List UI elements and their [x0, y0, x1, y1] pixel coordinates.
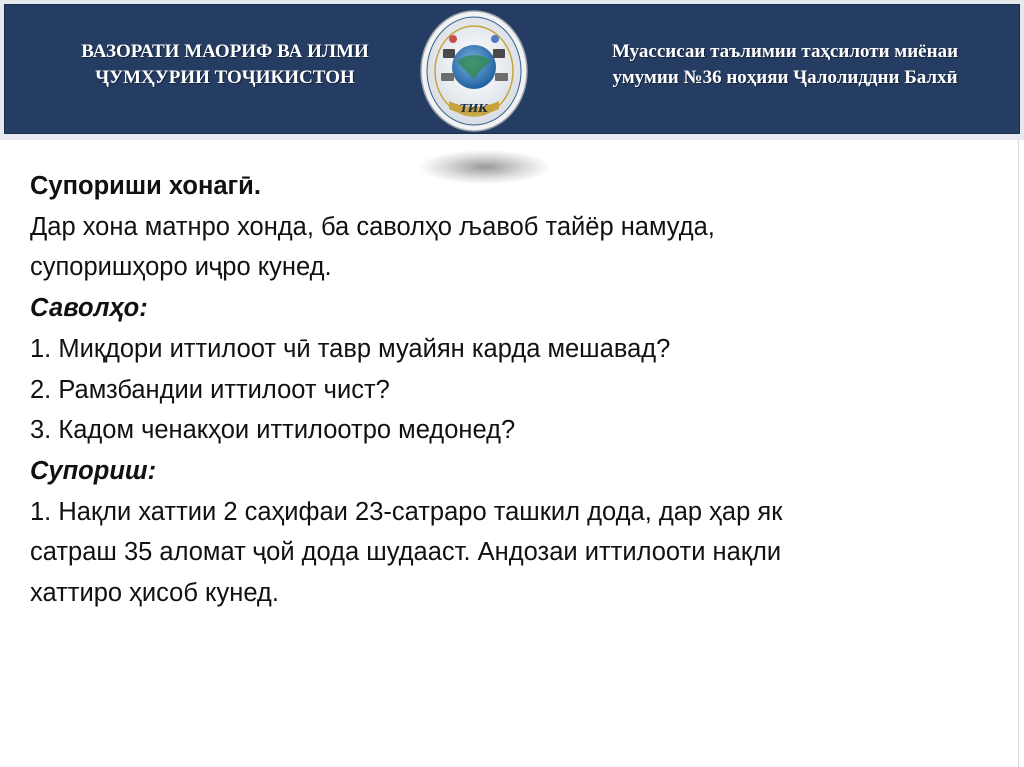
school-emblem-logo [419, 9, 529, 133]
ministry-name-line-2: ҶУМҲУРИИ ТОҶИКИСТОН [95, 67, 355, 88]
ministry-name [35, 39, 415, 91]
intro-line-2: супоришҳоро иҷро кунед. [30, 253, 332, 282]
homework-title: Супориши хонагӣ. [30, 172, 261, 200]
right-edge-line [1018, 140, 1019, 767]
question-item: 3. Кадом ченакҳои иттилоотро медонед? [30, 416, 516, 445]
question-item: 2. Рамзбандии иттилоот чист? [30, 375, 390, 404]
school-name [565, 39, 1005, 91]
school-name-line-2: умумии №36 ноҳияи Ҷалолиддни Балхӣ [612, 67, 958, 88]
header-frame [0, 0, 1024, 140]
question-item: 1. Миқдори иттилоот чӣ тавр муайян карда мешавад? [30, 334, 671, 363]
logo-text: ТИК [459, 102, 489, 115]
intro-line-1: Дар хона матнро хонда, ба саволҳо љавоб тайёр намуда, [30, 212, 715, 241]
homework-content [30, 166, 990, 614]
school-name-line-1: Муассисаи таълимии таҳсилоти миёнаи [611, 41, 959, 62]
ministry-name-line-1: ВАЗОРАТИ МАОРИФ ВА ИЛМИ [81, 41, 369, 62]
questions-heading: Саволҳо: [30, 294, 148, 323]
task-line: сатраш 35 аломат ҷой дода шудааст. Андозаи иттилооти нақли [30, 538, 782, 567]
task-heading: Супориш: [30, 456, 157, 485]
task-line: 1. Нақли хаттии 2 саҳифаи 23-сатраро ташкил дода, дар ҳар як [30, 497, 783, 526]
task-line: хаттиро ҳисоб кунед. [30, 579, 279, 608]
header-banner [4, 4, 1020, 134]
